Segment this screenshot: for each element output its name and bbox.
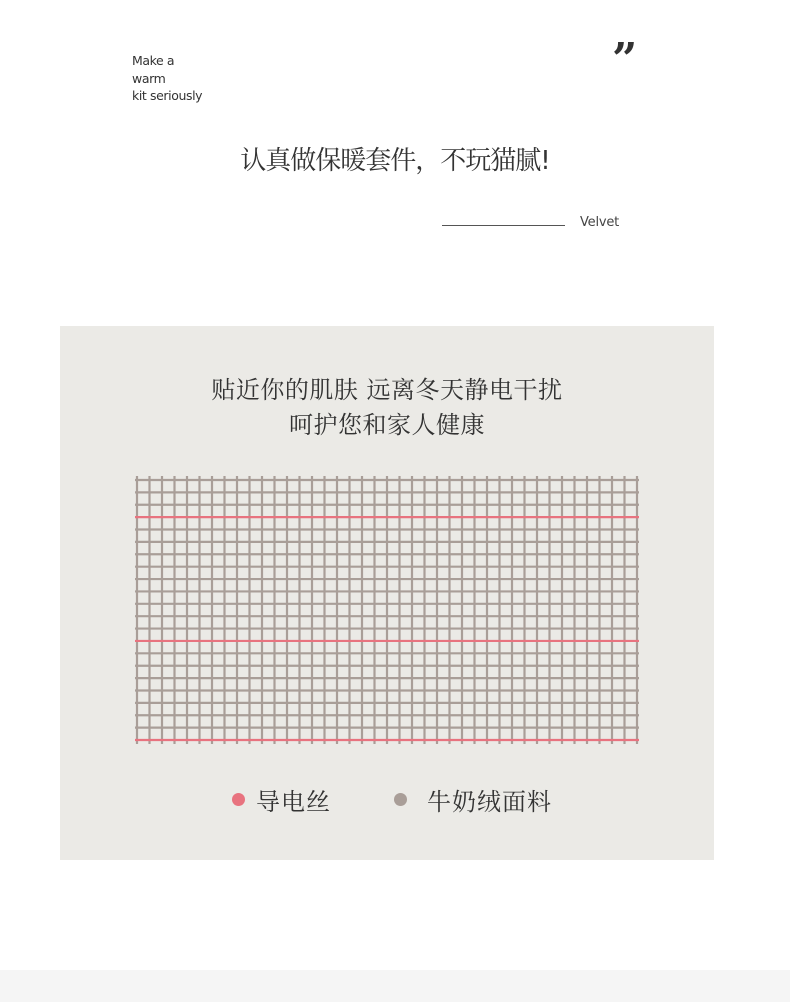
fabric-weave-diagram — [135, 476, 639, 744]
footer-strip — [0, 970, 790, 1002]
panel-text-line-1: 贴近你的肌肤 远离冬天静电干扰 — [211, 376, 563, 404]
divider — [442, 225, 565, 226]
legend-item-wire — [232, 782, 331, 817]
feature-panel — [60, 326, 714, 860]
legend — [60, 782, 714, 816]
legend-label-wire: 导电丝 — [256, 788, 331, 816]
tagline — [132, 52, 202, 105]
weave-svg — [135, 476, 639, 744]
fabric-dot-icon — [394, 793, 407, 806]
wire-dot-icon — [232, 793, 245, 806]
legend-label-fabric: 牛奶绒面料 — [427, 788, 552, 816]
velvet-label: Velvet — [580, 215, 620, 230]
quote-mark-icon: ” — [612, 34, 638, 85]
page-title: 认真做保暖套件，不玩猫腻! — [240, 146, 550, 176]
tagline-line-1: Make a — [132, 53, 175, 68]
tagline-line-2: warm — [132, 70, 166, 86]
panel-text-line-2: 呵护您和家人健康 — [289, 411, 485, 439]
tagline-line-3: kit seriously — [132, 88, 203, 103]
legend-item-fabric — [394, 782, 552, 817]
